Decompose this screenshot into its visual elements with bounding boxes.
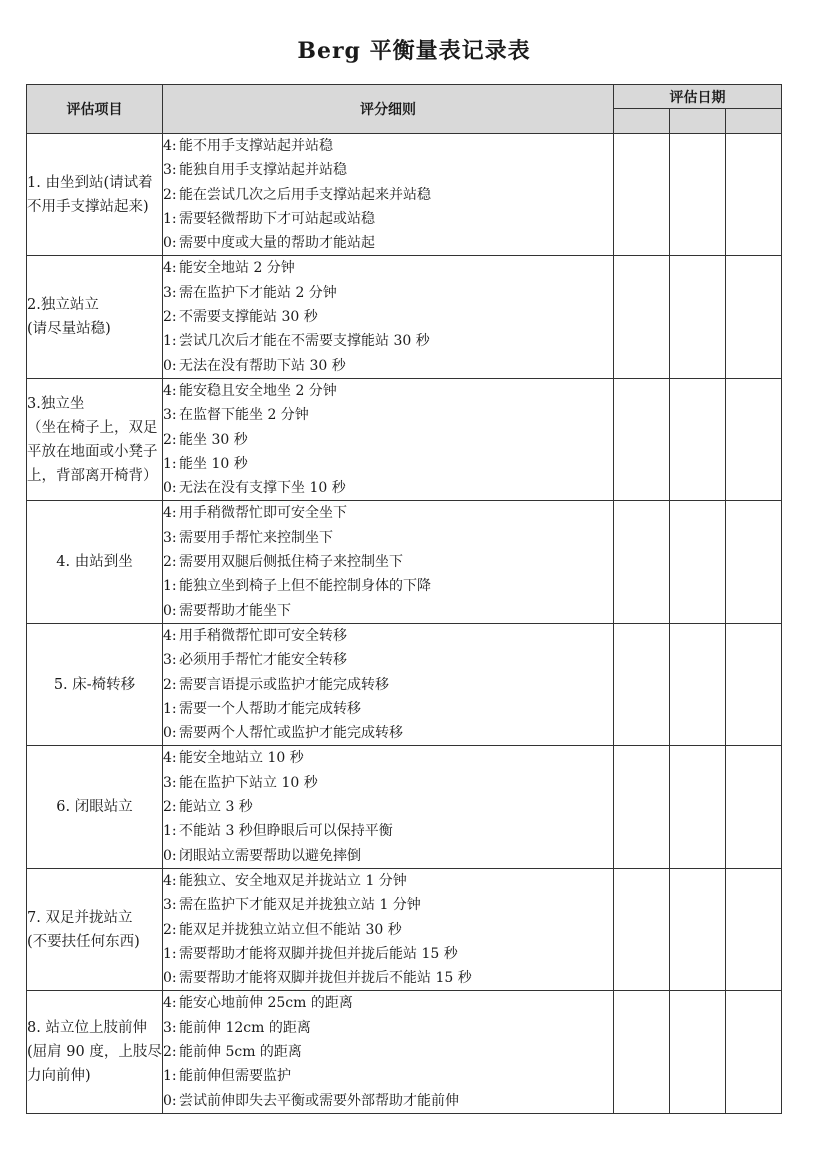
criteria-text: 需要用手帮忙来控制坐下 (179, 529, 333, 546)
score-cell-date-3[interactable] (726, 378, 782, 500)
criteria-score: 3: (163, 1019, 177, 1036)
criteria-line (163, 305, 613, 329)
criteria-line (163, 795, 613, 819)
criteria-text: 能坐 30 秒 (179, 431, 248, 448)
criteria-text: 能安心地前伸 25cm 的距离 (179, 995, 353, 1012)
criteria-line (163, 329, 613, 353)
criteria-list (163, 746, 614, 868)
criteria-text: 能双足并拢独立站立但不能站 30 秒 (179, 921, 402, 938)
table-row (27, 256, 782, 378)
table-row (27, 134, 782, 256)
criteria-score: 4: (163, 138, 177, 154)
criteria-line (163, 942, 613, 966)
criteria-text: 闭眼站立需要帮助以避免摔倒 (179, 847, 361, 864)
criteria-list (163, 991, 614, 1113)
criteria-text: 能在尝试几次之后用手支撑站起来并站稳 (179, 186, 431, 203)
criteria-list (163, 501, 614, 623)
score-cell-date-3[interactable] (726, 746, 782, 868)
score-cell-date-1[interactable] (614, 378, 670, 500)
criteria-score: 2: (163, 921, 177, 938)
criteria-line (163, 1040, 613, 1064)
criteria-text: 能独立坐到椅子上但不能控制身体的下降 (179, 578, 431, 595)
date-column-3-header[interactable] (726, 109, 782, 134)
criteria-score: 3: (163, 529, 177, 546)
criteria-score: 0: (163, 235, 177, 252)
criteria-line (163, 624, 613, 648)
score-cell-date-1[interactable] (614, 256, 670, 378)
table-row (27, 623, 782, 745)
criteria-line (163, 476, 613, 500)
criteria-line (163, 452, 613, 476)
score-cell-date-2[interactable] (670, 256, 726, 378)
criteria-score: 4: (163, 260, 177, 277)
criteria-score: 4: (163, 382, 177, 399)
criteria-score: 1: (163, 700, 177, 717)
date-column-1-header[interactable] (614, 109, 670, 134)
criteria-line (163, 158, 613, 182)
criteria-line (163, 256, 613, 280)
score-cell-date-2[interactable] (670, 501, 726, 623)
criteria-line (163, 697, 613, 721)
criteria-text: 需要帮助才能将双脚并拢但并拢后能站 15 秒 (179, 945, 458, 962)
header-date: 评估日期 (614, 85, 782, 109)
item-name: 5. 床-椅转移 (27, 623, 163, 745)
criteria-text: 能不用手支撑站起并站稳 (179, 138, 333, 154)
criteria-score: 0: (163, 1092, 177, 1109)
criteria-line (163, 893, 613, 917)
score-cell-date-3[interactable] (726, 256, 782, 378)
criteria-text: 能安稳且安全地坐 2 分钟 (179, 382, 337, 399)
criteria-text: 能坐 10 秒 (179, 455, 248, 472)
criteria-line (163, 550, 613, 574)
criteria-score: 2: (163, 1043, 177, 1060)
criteria-list (163, 256, 614, 378)
criteria-text: 需要两个人帮忙或监护才能完成转移 (179, 725, 403, 742)
criteria-line (163, 428, 613, 452)
criteria-line (163, 819, 613, 843)
criteria-score: 1: (163, 578, 177, 595)
criteria-text: 需要言语提示或监护才能完成转移 (179, 676, 389, 693)
score-cell-date-3[interactable] (726, 868, 782, 990)
criteria-text: 需在监护下才能站 2 分钟 (179, 284, 337, 301)
criteria-text: 无法在没有帮助下站 30 秒 (179, 357, 346, 374)
criteria-line (163, 1064, 613, 1088)
table-row (27, 991, 782, 1113)
criteria-text: 用手稍微帮忙即可安全坐下 (179, 505, 347, 522)
criteria-score: 0: (163, 602, 177, 619)
score-cell-date-2[interactable] (670, 378, 726, 500)
criteria-text: 无法在没有支撑下坐 10 秒 (179, 480, 346, 497)
criteria-text: 需在监护下才能双足并拢独立站 1 分钟 (179, 897, 421, 914)
criteria-text: 需要中度或大量的帮助才能站起 (179, 235, 375, 252)
page-title: Berg 平衡量表记录表 (297, 38, 531, 64)
item-name: 6. 闭眼站立 (27, 746, 163, 868)
criteria-text: 能前伸但需要监护 (179, 1068, 291, 1085)
criteria-score: 4: (163, 872, 177, 889)
score-cell-date-2[interactable] (670, 134, 726, 256)
criteria-score: 2: (163, 676, 177, 693)
criteria-line (163, 966, 613, 990)
criteria-text: 能独自用手支撑站起并站稳 (179, 162, 347, 179)
criteria-score: 0: (163, 357, 177, 374)
criteria-line (163, 721, 613, 745)
criteria-score: 1: (163, 823, 177, 840)
criteria-line (163, 281, 613, 305)
criteria-score: 4: (163, 627, 177, 644)
criteria-line (163, 673, 613, 697)
table-row (27, 378, 782, 500)
criteria-score: 2: (163, 431, 177, 448)
table-row (27, 501, 782, 623)
criteria-text: 能在监护下站立 10 秒 (179, 774, 318, 791)
item-name: 7. 双足并拢站立 (不要扶任何东西) (27, 868, 163, 990)
criteria-list (163, 623, 614, 745)
criteria-text: 能安全地站 2 分钟 (179, 260, 295, 277)
criteria-score: 2: (163, 186, 177, 203)
criteria-score: 0: (163, 847, 177, 864)
score-cell-date-1[interactable] (614, 868, 670, 990)
criteria-text: 需要用双腿后侧抵住椅子来控制坐下 (179, 554, 403, 571)
item-name: 2.独立站立 (请尽量站稳) (27, 256, 163, 378)
criteria-score: 4: (163, 505, 177, 522)
criteria-score: 3: (163, 284, 177, 301)
criteria-text: 需要帮助才能坐下 (179, 602, 291, 619)
criteria-text: 能独立、安全地双足并拢站立 1 分钟 (179, 872, 407, 889)
criteria-list (163, 868, 614, 990)
score-cell-date-1[interactable] (614, 501, 670, 623)
item-name: 8. 站立位上肢前伸(屈肩 90 度，上肢尽力向前伸) (27, 991, 163, 1113)
criteria-text: 能安全地站立 10 秒 (179, 750, 304, 767)
criteria-score: 1: (163, 210, 177, 227)
score-cell-date-2[interactable] (670, 991, 726, 1113)
criteria-line (163, 844, 613, 868)
criteria-text: 能前伸 12cm 的距离 (179, 1019, 311, 1036)
berg-scale-table (26, 84, 782, 1114)
criteria-list (163, 134, 614, 256)
date-column-2-header[interactable] (670, 109, 726, 134)
score-cell-date-2[interactable] (670, 868, 726, 990)
criteria-score: 1: (163, 455, 177, 472)
criteria-line (163, 1089, 613, 1113)
criteria-line (163, 991, 613, 1015)
criteria-score: 3: (163, 162, 177, 179)
criteria-line (163, 599, 613, 623)
criteria-score: 3: (163, 774, 177, 791)
score-cell-date-1[interactable] (614, 746, 670, 868)
item-name: 1. 由坐到站(请试着不用手支撑站起来) (27, 134, 163, 256)
header-item: 评估项目 (27, 85, 163, 134)
criteria-text: 尝试前伸即失去平衡或需要外部帮助才能前伸 (179, 1092, 459, 1109)
score-cell-date-3[interactable] (726, 134, 782, 256)
criteria-score: 1: (163, 333, 177, 350)
criteria-score: 2: (163, 799, 177, 816)
score-cell-date-1[interactable] (614, 991, 670, 1113)
criteria-text: 能站立 3 秒 (179, 799, 253, 816)
criteria-text: 用手稍微帮忙即可安全转移 (179, 627, 347, 644)
score-cell-date-1[interactable] (614, 623, 670, 745)
criteria-line (163, 526, 613, 550)
header-criteria: 评分细则 (163, 85, 614, 134)
criteria-line (163, 918, 613, 942)
criteria-score: 3: (163, 407, 177, 424)
criteria-line (163, 501, 613, 525)
criteria-text: 能前伸 5cm 的距离 (179, 1043, 302, 1060)
criteria-line (163, 403, 613, 427)
criteria-line (163, 134, 613, 158)
criteria-line (163, 1016, 613, 1040)
score-cell-date-1[interactable] (614, 134, 670, 256)
criteria-text: 必须用手帮忙才能安全转移 (179, 652, 347, 669)
score-cell-date-3[interactable] (726, 623, 782, 745)
criteria-line (163, 231, 613, 255)
item-name: 3.独立坐 （坐在椅子上，双足平放在地面或小凳子上，背部离开椅背） (27, 378, 163, 500)
criteria-line (163, 771, 613, 795)
criteria-text: 尝试几次后才能在不需要支撑能站 30 秒 (179, 333, 430, 350)
criteria-score: 4: (163, 995, 177, 1012)
criteria-score: 3: (163, 897, 177, 914)
criteria-text: 需要一个人帮助才能完成转移 (179, 700, 361, 717)
criteria-score: 0: (163, 970, 177, 987)
criteria-line (163, 746, 613, 770)
criteria-text: 在监督下能坐 2 分钟 (179, 407, 309, 424)
criteria-line (163, 354, 613, 378)
criteria-line (163, 869, 613, 893)
criteria-score: 0: (163, 480, 177, 497)
score-cell-date-3[interactable] (726, 501, 782, 623)
criteria-line (163, 379, 613, 403)
score-cell-date-3[interactable] (726, 991, 782, 1113)
criteria-score: 2: (163, 554, 177, 571)
criteria-score: 1: (163, 945, 177, 962)
criteria-score: 2: (163, 309, 177, 326)
criteria-text: 需要帮助才能将双脚并拢但并拢后不能站 15 秒 (179, 970, 472, 987)
item-name: 4. 由站到坐 (27, 501, 163, 623)
criteria-score: 4: (163, 750, 177, 767)
criteria-score: 3: (163, 652, 177, 669)
criteria-text: 不需要支撑能站 30 秒 (179, 309, 318, 326)
criteria-text: 不能站 3 秒但睁眼后可以保持平衡 (179, 823, 393, 840)
criteria-line (163, 183, 613, 207)
score-cell-date-2[interactable] (670, 746, 726, 868)
table-row (27, 746, 782, 868)
criteria-list (163, 378, 614, 500)
score-cell-date-2[interactable] (670, 623, 726, 745)
criteria-line (163, 648, 613, 672)
criteria-line (163, 574, 613, 598)
criteria-score: 0: (163, 725, 177, 742)
criteria-score: 1: (163, 1068, 177, 1085)
table-row (27, 868, 782, 990)
criteria-line (163, 207, 613, 231)
criteria-text: 需要轻微帮助下才可站起或站稳 (179, 210, 375, 227)
